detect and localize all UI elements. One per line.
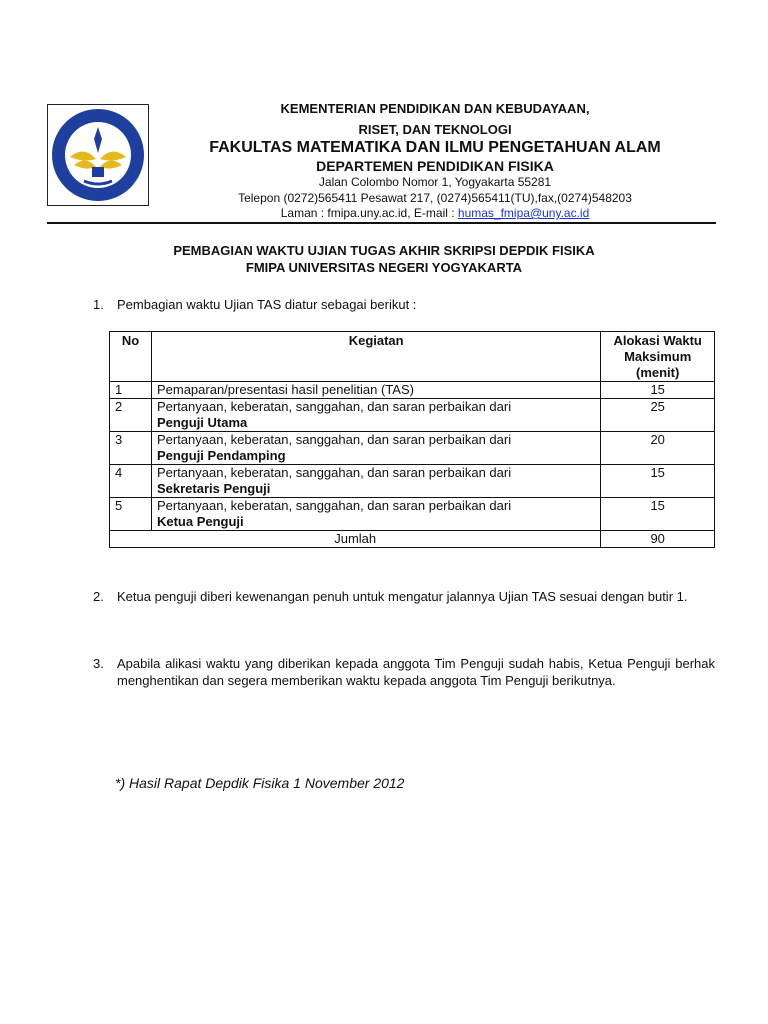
row-menit: 20 xyxy=(601,432,715,465)
row-no: 1 xyxy=(110,382,152,399)
row-menit: 15 xyxy=(601,498,715,531)
table-row xyxy=(110,399,715,432)
table-header-row xyxy=(110,332,715,382)
list-item-3 xyxy=(93,655,715,711)
row-kegiatan-examiner: Ketua Penguji xyxy=(156,514,244,529)
header-kegiatan: Kegiatan xyxy=(151,332,600,382)
document-title-line-2: FMIPA UNIVERSITAS NEGERI YOGYAKARTA xyxy=(245,260,523,275)
document-title-line-1: PEMBAGIAN WAKTU UJIAN TUGAS AKHIR SKRIPSI DEPDIK FISIKA xyxy=(173,243,595,258)
total-value: 90 xyxy=(601,531,715,548)
total-label: Jumlah xyxy=(110,531,601,548)
row-no: 3 xyxy=(110,432,152,465)
row-kegiatan-text: Pertanyaan, keberatan, sanggahan, dan saran perbaikan dari xyxy=(156,432,512,447)
time-allocation-table xyxy=(109,331,715,548)
list-text: Ketua penguji diberi kewenangan penuh untuk mengatur jalannya Ujian TAS sesuai dengan butir 1. xyxy=(117,589,688,604)
row-kegiatan xyxy=(151,465,600,498)
row-kegiatan-text: Pertanyaan, keberatan, sanggahan, dan saran perbaikan dari xyxy=(156,399,512,414)
list-number: 1. xyxy=(93,297,104,312)
row-no: 2 xyxy=(110,399,152,432)
row-menit: 25 xyxy=(601,399,715,432)
list-item-1 xyxy=(93,296,715,316)
row-kegiatan-examiner: Penguji Pendamping xyxy=(156,448,286,463)
ministry-line-2: RISET, DAN TEKNOLOGI xyxy=(358,122,512,137)
table-total-row xyxy=(110,531,715,548)
row-no: 4 xyxy=(110,465,152,498)
web-line xyxy=(150,206,720,220)
row-kegiatan-text: Pertanyaan, keberatan, sanggahan, dan saran perbaikan dari xyxy=(156,465,512,480)
row-kegiatan-examiner: Penguji Utama xyxy=(156,415,248,430)
list-item-2 xyxy=(93,588,715,628)
row-no: 5 xyxy=(110,498,152,531)
department-name: DEPARTEMEN PENDIDIKAN FISIKA xyxy=(316,158,554,174)
faculty-name: FAKULTAS MATEMATIKA DAN ILMU PENGETAHUAN ALAM xyxy=(209,139,661,156)
row-kegiatan xyxy=(151,399,600,432)
email-link[interactable]: humas_fmipa@uny.ac.id xyxy=(457,206,590,220)
table-row xyxy=(110,465,715,498)
letterhead-divider xyxy=(47,222,716,224)
address-line: Jalan Colombo Nomor 1, Yogyakarta 55281 xyxy=(318,175,552,189)
list-text: Pembagian waktu Ujian TAS diatur sebagai berikut : xyxy=(117,297,417,312)
table-row xyxy=(110,498,715,531)
header-no: No xyxy=(110,332,152,382)
header-alokasi: Alokasi Waktu Maksimum (menit) xyxy=(601,332,715,382)
table-row xyxy=(110,432,715,465)
table-row xyxy=(110,382,715,399)
row-menit: 15 xyxy=(601,382,715,399)
web-label: Laman : fmipa.uny.ac.id, E-mail : xyxy=(280,206,458,220)
university-seal-icon xyxy=(48,105,148,205)
row-kegiatan-text: Pemaparan/presentasi hasil penelitian (TAS) xyxy=(156,382,414,397)
row-menit: 15 xyxy=(601,465,715,498)
list-number: 3. xyxy=(93,656,104,671)
row-kegiatan xyxy=(151,498,600,531)
row-kegiatan xyxy=(151,432,600,465)
list-text: Apabila alikasi waktu yang diberikan kepada anggota Tim Penguji sudah habis, Ketua Penguji berhak menghentikan dan segera memberikan waktu kepada anggota Tim Penguji berikutnya. xyxy=(117,656,715,688)
footnote: *) Hasil Rapat Depdik Fisika 1 November 2012 xyxy=(115,775,405,791)
university-logo xyxy=(47,104,149,206)
ministry-line-1: KEMENTERIAN PENDIDIKAN DAN KEBUDAYAAN, xyxy=(280,101,590,116)
row-kegiatan-examiner: Sekretaris Penguji xyxy=(156,481,271,496)
row-kegiatan xyxy=(151,382,600,399)
list-number: 2. xyxy=(93,589,104,604)
row-kegiatan-text: Pertanyaan, keberatan, sanggahan, dan saran perbaikan dari xyxy=(156,498,512,513)
phone-line: Telepon (0272)565411 Pesawat 217, (0274)565411(TU),fax,(0274)548203 xyxy=(238,191,632,205)
